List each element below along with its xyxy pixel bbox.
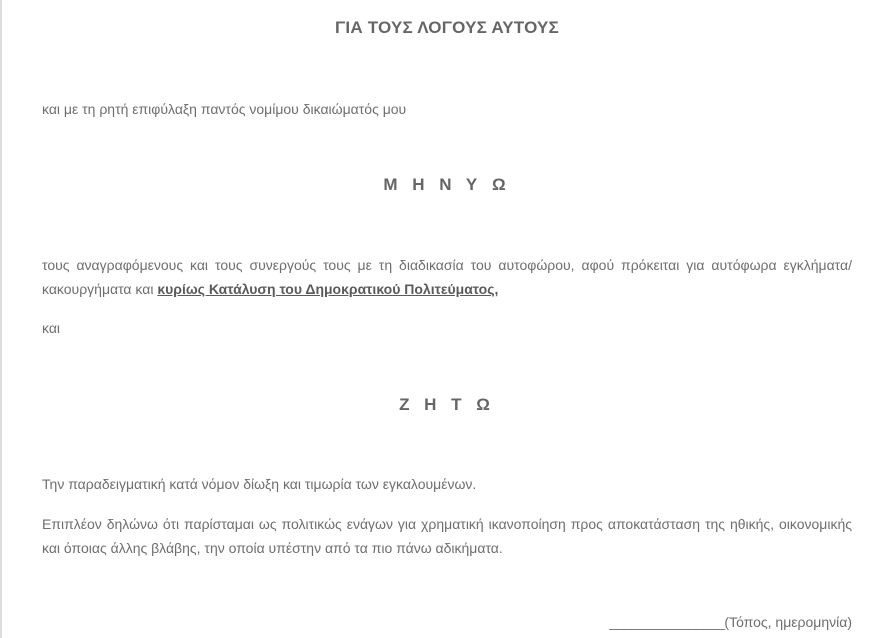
signature-place-date: [609, 614, 852, 630]
section-heading-reasons: ΓΙΑ ΤΟΥΣ ΛΟΓΟΥΣ ΑΥΤΟΥΣ: [335, 18, 559, 37]
reservation-paragraph: και με τη ρητή επιφύλαξη παντός νομίμου δικαιώματός μου: [42, 101, 407, 117]
signature-label: (Τόπος, ημερομηνία): [724, 614, 852, 630]
signature-blank-line: ________________: [609, 614, 725, 630]
page-left-border: [0, 0, 2, 638]
section-title-zito: Ζ Η Τ Ω: [399, 395, 495, 414]
conjunction-text: και: [42, 320, 61, 336]
accusation-text: τους αναγραφόμενους και τους συνεργούς τους με τη διαδικασία του αυτοφώρου, αφού πρόκειται για αυτόφωρα εγκλήματα/κακουργήματα και: [42, 257, 852, 297]
accusation-emphasis: κυρίως Κατάλυση του Δημοκρατικού Πολιτεύματος: [157, 281, 495, 297]
accusation-tail: ,: [494, 281, 499, 297]
request-paragraph: Την παραδειγματική κατά νόμον δίωξη και τιμωρία των εγκαλουμένων.: [42, 476, 477, 492]
accusation-paragraph: [42, 253, 852, 301]
civil-party-paragraph: Επιπλέον δηλώνω ότι παρίσταμαι ως πολιτικώς ενάγων για χρηματική ικανοποίηση προς αποκατάσταση της ηθικής, οικονομικής και όποιας άλλης βλάβης, την οποία υπέστην από τα πιο πάνω αδικήματα.: [42, 516, 852, 556]
section-title-minyo: Μ Η Ν Υ Ω: [383, 175, 511, 194]
